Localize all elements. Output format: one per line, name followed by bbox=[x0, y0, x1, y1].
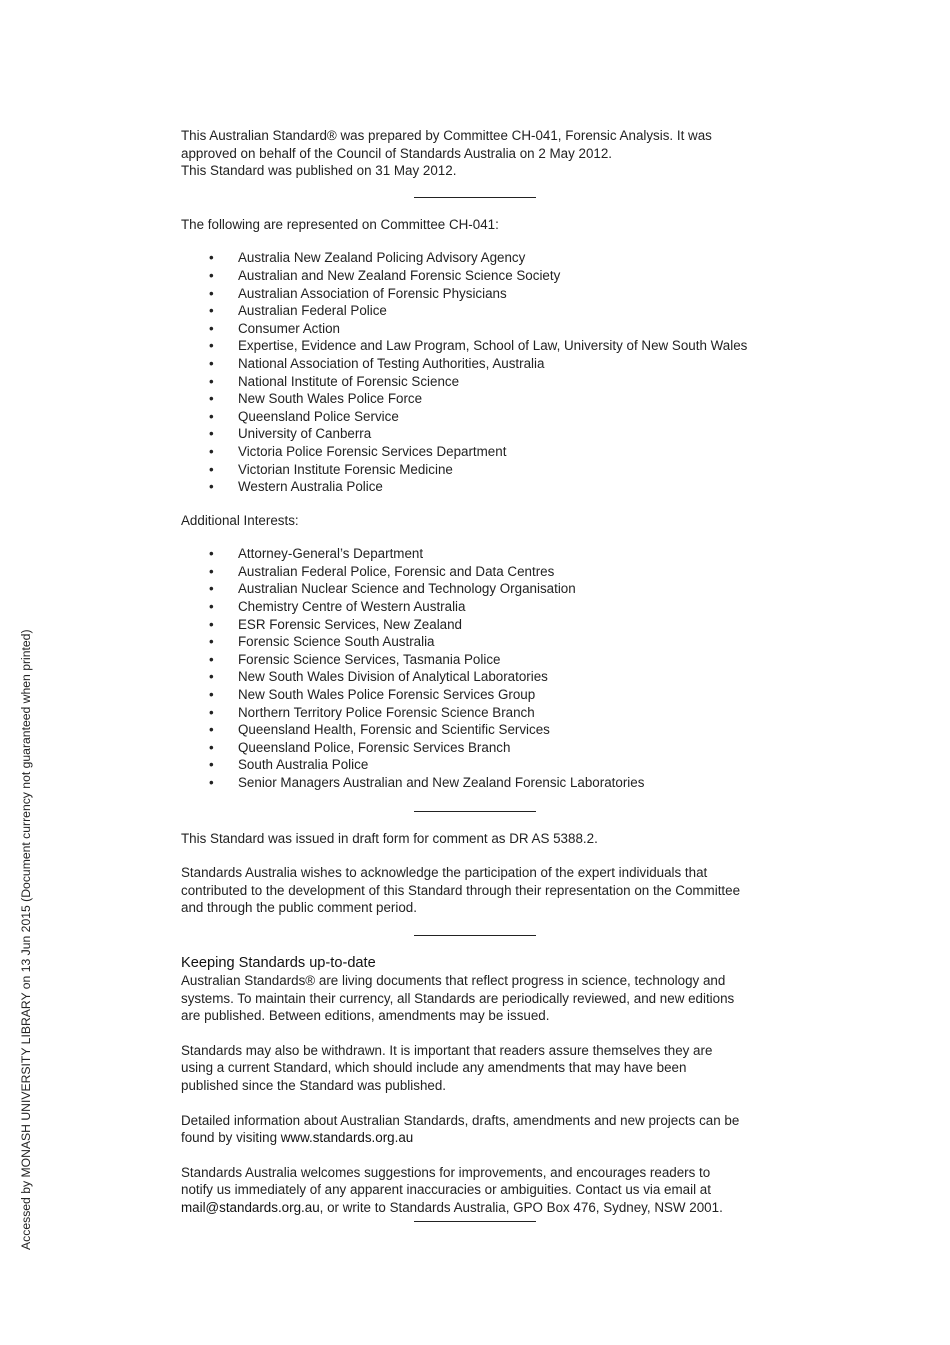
visit-text: found by visiting bbox=[181, 1130, 281, 1146]
draft-notice: This Standard was issued in draft form for comment as DR AS 5388.2. bbox=[181, 830, 598, 846]
keeping-line: systems. To maintain their currency, all Standards are periodically reviewed, and new editions bbox=[181, 990, 735, 1006]
committee-intro: The following are represented on Committee CH-041: bbox=[181, 216, 499, 232]
section-divider bbox=[414, 811, 536, 812]
list-item: • Senior Managers Australian and New Zealand Forensic Laboratories bbox=[181, 774, 781, 792]
postal-address-text: , or write to Standards Australia, GPO Box 476, Sydney, NSW 2001. bbox=[319, 1199, 723, 1215]
keeping-line: Detailed information about Australian Standards, drafts, amendments and new projects can be bbox=[181, 1112, 740, 1128]
email-link[interactable]: mail@standards.org.au bbox=[181, 1199, 320, 1215]
list-item: • University of Canberra bbox=[181, 425, 781, 443]
keeping-line: using a current Standard, which should include any amendments that may have been bbox=[181, 1060, 687, 1076]
section-divider bbox=[414, 197, 536, 198]
keeping-line: published since the Standard was published. bbox=[181, 1077, 447, 1093]
list-item: • South Australia Police bbox=[181, 756, 781, 774]
list-item: • National Association of Testing Authorities, Australia bbox=[181, 355, 781, 373]
preface-line: approved on behalf of the Council of Standards Australia on 2 May 2012. bbox=[181, 145, 613, 161]
preface-paragraph bbox=[181, 127, 781, 180]
list-item: • Forensic Science South Australia bbox=[181, 633, 781, 651]
keeping-line bbox=[181, 1129, 781, 1147]
list-item: • Australian Federal Police, Forensic and Data Centres bbox=[181, 563, 781, 581]
keeping-paragraph-1 bbox=[181, 972, 781, 1025]
list-item: • Queensland Police Service bbox=[181, 408, 781, 426]
list-item: • Consumer Action bbox=[181, 320, 781, 338]
list-item: • Victoria Police Forensic Services Department bbox=[181, 443, 781, 461]
acknowledgement-paragraph bbox=[181, 864, 781, 917]
keeping-paragraph-2 bbox=[181, 1042, 781, 1095]
section-divider bbox=[414, 935, 536, 936]
preliminary-page bbox=[181, 127, 781, 1222]
list-item: • National Institute of Forensic Science bbox=[181, 373, 781, 391]
website-link[interactable]: www.standards.org.au bbox=[280, 1130, 414, 1146]
list-item: • Australia New Zealand Policing Advisory Agency bbox=[181, 249, 781, 267]
keeping-up-to-date-heading: Keeping Standards up-to-date bbox=[181, 954, 376, 971]
keeping-line: Standards Australia welcomes suggestions for improvements, and encourages readers to bbox=[181, 1164, 711, 1180]
list-item: • Forensic Science Services, Tasmania Police bbox=[181, 651, 781, 669]
additional-interests-label: Additional Interests: bbox=[181, 512, 299, 528]
list-item: • Chemistry Centre of Western Australia bbox=[181, 598, 781, 616]
list-item: • Australian Federal Police bbox=[181, 302, 781, 320]
list-item: • Western Australia Police bbox=[181, 478, 781, 496]
acknowledgement-line: Standards Australia wishes to acknowledge the participation of the expert individuals that bbox=[181, 865, 708, 881]
list-item: • Northern Territory Police Forensic Science Branch bbox=[181, 704, 781, 722]
list-item: • Australian Nuclear Science and Technology Organisation bbox=[181, 580, 781, 598]
keeping-line bbox=[181, 1199, 781, 1217]
acknowledgement-line: contributed to the development of this Standard through their representation on the Committee bbox=[181, 882, 741, 898]
preface-line: This Standard was published on 31 May 2012. bbox=[181, 163, 457, 179]
keeping-line: Standards may also be withdrawn. It is important that readers assure themselves they are bbox=[181, 1042, 713, 1058]
access-watermark: Accessed by MONASH UNIVERSITY LIBRARY on 13 Jun 2015 (Document currency not guaranteed when printed) bbox=[19, 629, 33, 1250]
additional-interests-list bbox=[181, 545, 781, 791]
list-item: • Queensland Police, Forensic Services Branch bbox=[181, 739, 781, 757]
committee-member-list bbox=[181, 249, 781, 495]
list-item: • Australian and New Zealand Forensic Science Society bbox=[181, 267, 781, 285]
list-item: • Expertise, Evidence and Law Program, School of Law, University of New South Wales bbox=[181, 337, 781, 355]
acknowledgement-line: and through the public comment period. bbox=[181, 900, 417, 916]
list-item: • New South Wales Division of Analytical Laboratories bbox=[181, 668, 781, 686]
list-item: • ESR Forensic Services, New Zealand bbox=[181, 616, 781, 634]
list-item: • Australian Association of Forensic Physicians bbox=[181, 285, 781, 303]
list-item: • Queensland Health, Forensic and Scientific Services bbox=[181, 721, 781, 739]
keeping-line: are published. Between editions, amendments may be issued. bbox=[181, 1008, 550, 1024]
list-item: • Attorney-General’s Department bbox=[181, 545, 781, 563]
keeping-paragraph-4 bbox=[181, 1164, 781, 1217]
list-item: • New South Wales Police Forensic Services Group bbox=[181, 686, 781, 704]
section-divider bbox=[414, 1221, 536, 1222]
keeping-line: notify us immediately of any apparent inaccuracies or ambiguities. Contact us via email at bbox=[181, 1182, 711, 1198]
keeping-line: Australian Standards® are living documents that reflect progress in science, technology and bbox=[181, 972, 726, 988]
list-item: • New South Wales Police Force bbox=[181, 390, 781, 408]
keeping-paragraph-3 bbox=[181, 1112, 781, 1147]
list-item: • Victorian Institute Forensic Medicine bbox=[181, 461, 781, 479]
preface-line: This Australian Standard® was prepared by Committee CH-041, Forensic Analysis. It was bbox=[181, 128, 712, 143]
